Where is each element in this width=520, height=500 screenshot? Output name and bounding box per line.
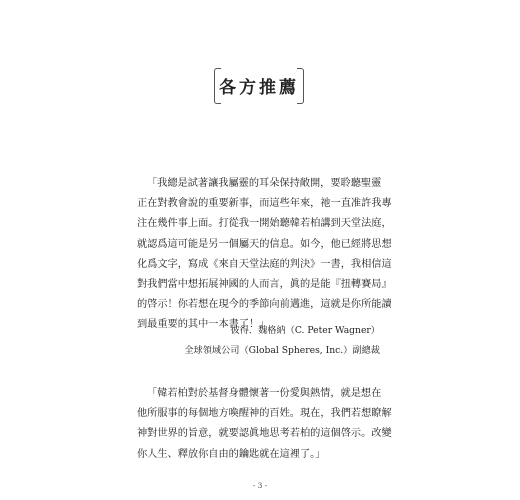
quote-line: 注在幾件事上面。打從我一開始聽韓若柏講到天堂法庭， [137, 218, 392, 230]
quote-line: 他所服事的每個地方喚醒神的百姓。現在，我們若想瞭解 [137, 408, 392, 420]
quote-line: 到最重要的其中一本書了！」 [137, 319, 270, 331]
attribution-org: 全球領域公司（Global Spheres, Inc.）副總裁 [184, 345, 380, 356]
quote-line: 對我們當中想拓展神國的人而言，眞的是能『扭轉賽局』 [137, 279, 392, 291]
page-title: 各方推薦 [219, 77, 299, 98]
quote-line: 你人生、釋放你自由的鑰匙就在這裡了。」 [137, 448, 326, 460]
recommendation-quote-1 [137, 174, 392, 336]
recommendation-quote-2 [137, 384, 392, 465]
title-bracket-left [214, 68, 221, 104]
page-number: - 3 - [252, 481, 268, 490]
quote-line: 化爲文字，寫成《來自天堂法庭的判決》一書，我相信這 [137, 258, 392, 270]
title-bracket-right [297, 68, 304, 104]
quote-line: 的啓示！你若想在現今的季節向前邁進，這就是你所能讀 [137, 299, 392, 311]
quote-line: 「我總是試著讓我屬靈的耳朵保持敞開，要聆聽聖靈 [147, 178, 382, 189]
page-title-frame [214, 68, 304, 102]
quote-line: 就認爲這可能是另一個屬天的信息。如今，他已經將思想 [137, 238, 392, 250]
quote-line: 神對世界的旨意，就要認眞地思考若柏的這個啓示。改變 [137, 428, 392, 440]
quote-line: 正在對教會說的重要新事，而這些年來，祂一直准許我專 [137, 198, 392, 210]
attribution-name: 彼得．魏格納（C. Peter Wagner） [230, 325, 380, 336]
quote-line: 「韓若柏對於基督身體懷著一份愛與熱情，就是想在 [147, 388, 382, 399]
